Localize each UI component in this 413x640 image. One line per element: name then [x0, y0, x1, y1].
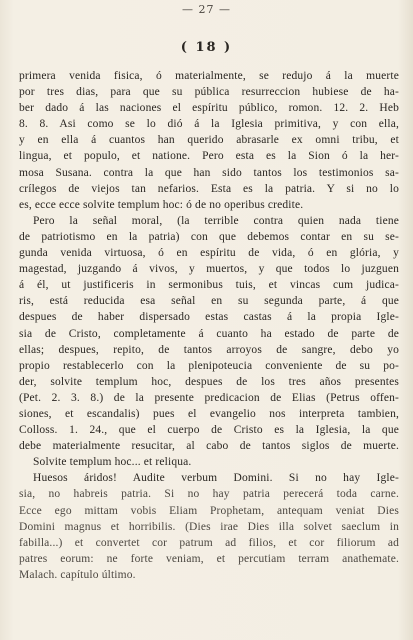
text-line: ellas; despues, repito, de tantos arroyos de sangre, debo yo	[19, 343, 399, 356]
text-line: Colloss. 1. 24., que el cuerpo de Cristo es la Iglesia, la que	[19, 424, 399, 437]
text-line: der, solvite templum hoc, despues de los tres años presentes	[19, 375, 399, 388]
text-line: sia, no habreis patria. Si no hay patria perecerá toda carne.	[19, 488, 399, 501]
text-line: mosa Susana. contra la que han sido tantos los testimonios sa-	[19, 166, 399, 179]
text-line: ris, está reducida esa señal en su segunda parte, á que	[19, 295, 399, 308]
text-line: (Pet. 2. 3. 8.) de la presente predicacion de Elias (Petrus offen-	[19, 391, 399, 404]
text-line: ber dado á las naciones el espíritu público, romon. 12. 2. Heb	[19, 102, 399, 115]
text-line: siones, et escandalis) pues el evangelio nos interpreta tambien,	[19, 407, 399, 420]
text-line: y en ella á cuantos han querido abrasarle ex omni tribu, et	[19, 134, 399, 147]
signature-mark: ( 18 )	[180, 40, 233, 55]
text-line: debe materialmente resucitar, al cabo de tantos siglos de muerte.	[19, 440, 399, 453]
text-line: Domini magnus et horribilis. (Dies irae Dies illa solvet saeclum in	[19, 520, 399, 533]
text-line: crílegos de viejos tan nefarios. Esta es la patria. Y si no lo	[19, 182, 399, 195]
text-line: lingua, et populo, et natione. Pero esta es la Sion ó la her-	[19, 150, 399, 163]
text-line: á él, ut justificeris in sermonibus tuis, et vincas cum judica-	[19, 279, 399, 292]
text-line: por tres dias, para que su pública resurreccion hubiese de ha-	[19, 86, 399, 99]
text-line: es, ecce ecce solvite templum hoc: ó de no operibus credite.	[19, 198, 304, 211]
page-folio: — 27 —	[182, 3, 231, 16]
text-line: fabilla...) et convertet cor patrum ad filios, et cor filiorum ad	[19, 536, 399, 549]
text-line: Pero la señal moral, (la terrible contra quien nada tiene	[33, 214, 399, 227]
text-line: primera venida fisica, ó materialmente, se redujo á la muerte	[19, 70, 399, 82]
text-line: 8. 8. Asi como se lo dió á la Iglesia primitiva, y con ella,	[19, 118, 399, 131]
body-text	[19, 68, 399, 583]
text-line: propio restablecerlo con la plenipoteucia conveniente de su po-	[19, 359, 399, 372]
text-line: gunda venida virtuosa, ó en espíritu de vida, ó en glória, y	[19, 247, 399, 260]
text-line: de patriotismo en la patria) con que debemos contar en su se-	[19, 230, 399, 243]
text-line: Malach. capítulo último.	[19, 568, 136, 581]
text-line: sia de Cristo, completamente á cuanto ha estado de parte de	[19, 327, 399, 340]
text-line: Huesos áridos! Audite verbum Domini. Si no hay Igle-	[33, 472, 399, 485]
text-line: despues de haber dispersado estas castas á la propia Igle-	[19, 311, 399, 324]
text-line: Solvite templum hoc... et reliqua.	[33, 456, 192, 469]
text-line: magestad, juzgando á vivos, y muertos, y que todos lo juzguen	[19, 263, 399, 276]
text-line: patres eorum: ne forte veniam, et percutiam terram anathemate.	[19, 552, 399, 565]
text-line: Ecce ego mittam vobis Eliam Prophetam, antequam veniat Dies	[19, 504, 399, 517]
